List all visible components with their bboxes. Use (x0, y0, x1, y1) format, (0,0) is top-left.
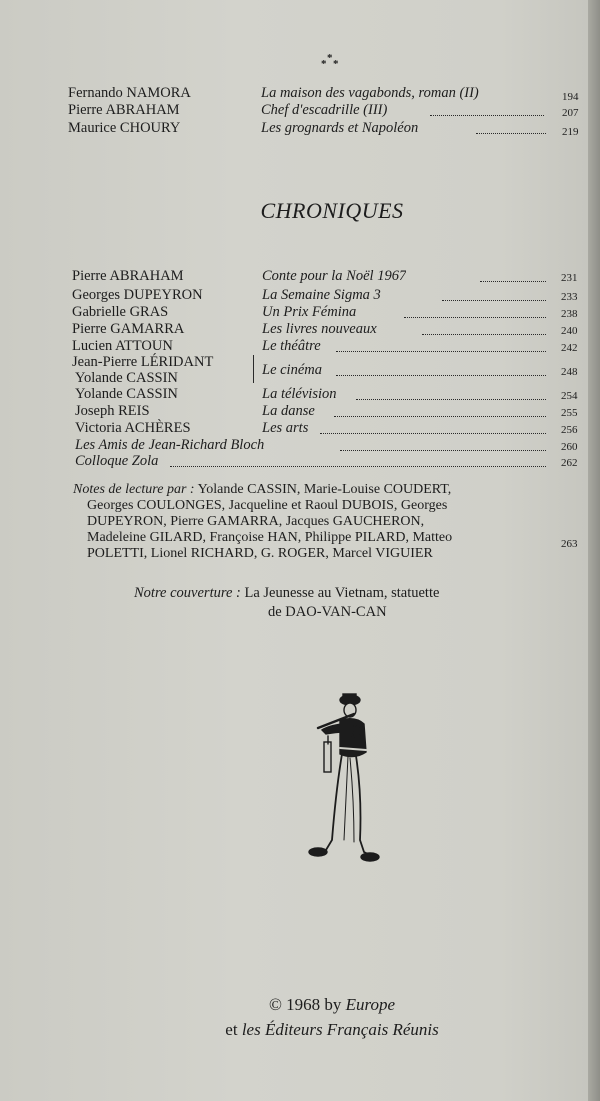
toc-row (0, 386, 588, 403)
toc-row (0, 403, 588, 420)
leader-dots (442, 300, 546, 301)
toc-author: Gabrielle GRAS (72, 304, 169, 320)
toc-row (0, 453, 588, 470)
toc-page: 260 (561, 441, 578, 453)
notes-line: Georges COULONGES, Jacqueline et Raoul DUBOIS, Georges (87, 498, 448, 513)
toc-page: 194 (562, 91, 579, 103)
toc-title: Chef d'escadrille (III) (261, 102, 388, 118)
copyright-publisher: Europe (345, 995, 396, 1014)
leader-dots (336, 375, 546, 376)
toc-title: Un Prix Fémina (262, 304, 357, 320)
leader-dots (334, 416, 546, 417)
leader-dots (476, 133, 546, 134)
toc-row (0, 338, 588, 355)
statuette-illustration (298, 690, 380, 870)
copyright-line (0, 995, 600, 1015)
leader-dots (340, 450, 546, 451)
toc-title: Le cinéma (262, 362, 322, 378)
toc-page: 207 (562, 107, 579, 119)
leader-dots (422, 334, 546, 335)
toc-author: Fernando NAMORA (68, 85, 191, 101)
notes-line: Madeleine GILARD, Françoise HAN, Philippe PILARD, Matteo (87, 530, 453, 545)
toc-row (0, 321, 588, 338)
toc-author: Jean-Pierre LÉRIDANT (72, 354, 214, 370)
leader-dots (430, 115, 544, 116)
notes-line: POLETTI, Lionel RICHARD, G. ROGER, Marcel VIGUIER (87, 546, 433, 561)
toc-row (0, 420, 588, 437)
toc-author: Maurice CHOURY (68, 120, 181, 136)
toc-title: Colloque Zola (75, 453, 159, 469)
toc-author: Yolande CASSIN (75, 386, 178, 402)
leader-dots (320, 433, 546, 434)
toc-author: Joseph REIS (75, 403, 150, 419)
toc-page: 219 (562, 126, 579, 138)
toc-author: Pierre GAMARRA (72, 321, 185, 337)
toc-author: Pierre ABRAHAM (72, 268, 184, 284)
toc-row (0, 362, 588, 379)
toc-title: Les arts (262, 420, 309, 436)
toc-page: 238 (561, 308, 578, 320)
cover-note (134, 584, 440, 620)
toc-row (0, 120, 588, 137)
toc-title: Les Amis de Jean-Richard Bloch (75, 437, 265, 453)
toc-title: Les livres nouveaux (262, 321, 377, 337)
leader-dots (336, 351, 546, 352)
cover-line: de DAO-VAN-CAN (268, 604, 387, 620)
toc-page: 233 (561, 291, 578, 303)
cover-label: Notre couverture : (134, 585, 241, 601)
toc-author: Georges DUPEYRON (72, 287, 203, 303)
toc-title: Conte pour la Noël 1967 (262, 268, 407, 284)
cover-line: La Jeunesse au Vietnam, statuette (244, 585, 440, 601)
toc-page: 242 (561, 342, 578, 354)
toc-title: Les grognards et Napoléon (261, 120, 419, 136)
toc-title: La télévision (262, 386, 337, 402)
section-heading: CHRONIQUES (260, 198, 404, 223)
toc-title: Le théâtre (262, 338, 321, 354)
toc-title: La danse (262, 403, 315, 419)
leader-dots (404, 317, 546, 318)
toc-title: La maison des vagabonds, roman (II) (261, 85, 479, 101)
toc-page: 262 (561, 457, 578, 469)
toc-author: Yolande CASSIN (75, 370, 178, 386)
toc-row (0, 437, 588, 454)
notes-line: DUPEYRON, Pierre GAMARRA, Jacques GAUCHERON, (87, 514, 425, 529)
copyright-prefix: et (225, 1020, 238, 1039)
toc-page: 256 (561, 424, 578, 436)
toc-page: 248 (561, 366, 578, 378)
toc-row (0, 287, 588, 304)
toc-author: Victoria ACHÈRES (75, 420, 191, 436)
copyright-editor: Éditeurs Français Réunis (264, 1020, 439, 1039)
toc-row (0, 268, 588, 285)
leader-dots (356, 399, 546, 400)
copyright-line-2 (0, 1020, 600, 1040)
copyright-year: 1968 by (286, 995, 342, 1014)
toc-page: 254 (561, 390, 578, 402)
notes-label: Notes de lecture par : (73, 482, 195, 497)
page-edge (588, 0, 600, 1101)
leader-dots (170, 466, 546, 467)
leader-dots (480, 281, 546, 282)
toc-page: 231 (561, 272, 578, 284)
asterism-ornament: * * * (321, 52, 339, 70)
toc-page: 240 (561, 325, 578, 337)
toc-author: Pierre ABRAHAM (68, 102, 180, 118)
toc-row (0, 102, 588, 119)
copyright-les: les (241, 1020, 261, 1039)
toc-row (0, 85, 588, 102)
toc-row (0, 304, 588, 321)
notes-page: 263 (561, 538, 578, 550)
copyright-symbol: © (268, 995, 282, 1014)
toc-page: 255 (561, 407, 578, 419)
notes-line: Yolande CASSIN, Marie-Louise COUDERT, (197, 482, 452, 497)
toc-title: La Semaine Sigma 3 (262, 287, 381, 303)
toc-author: Lucien ATTOUN (72, 338, 173, 354)
